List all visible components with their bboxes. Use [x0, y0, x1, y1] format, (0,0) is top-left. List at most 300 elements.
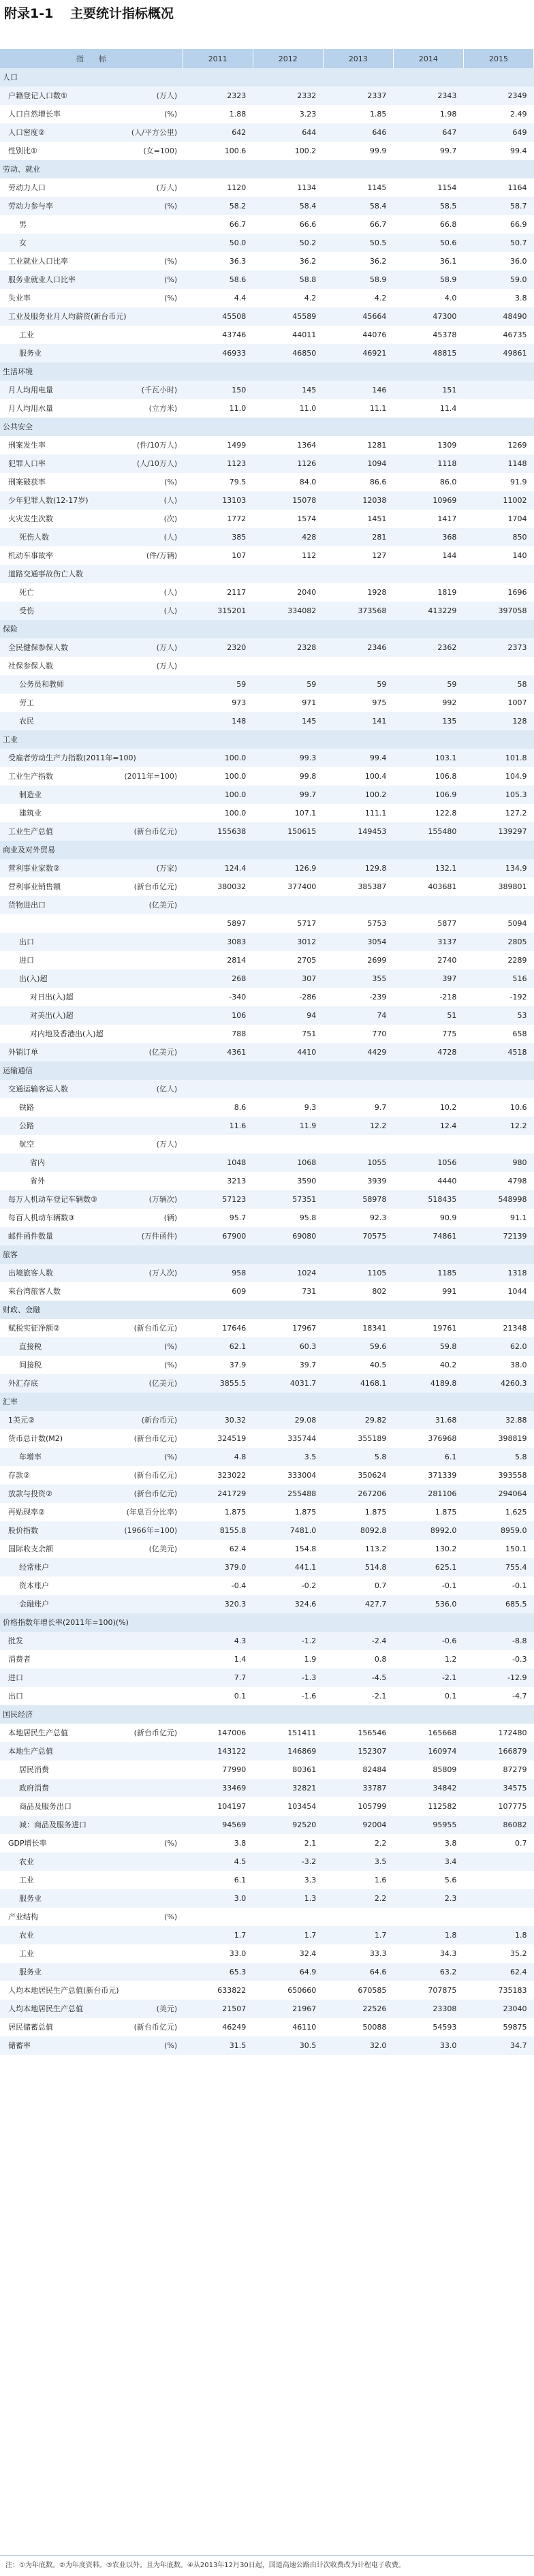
- value-cell: 5.8: [323, 1448, 393, 1466]
- unit-label: (万件函件): [141, 1232, 178, 1241]
- page-title: [0, 0, 534, 30]
- value-cell: 2346: [323, 638, 393, 657]
- indicator-label: 工业生产总值: [8, 827, 53, 836]
- unit-label: (千瓦小时): [141, 386, 178, 394]
- indicator-label: 1美元②: [8, 1416, 35, 1425]
- value-cell: 43746: [183, 326, 253, 344]
- value-cell: 33.3: [323, 1944, 393, 1963]
- value-cell: 2805: [463, 933, 533, 951]
- indicator-cell: [0, 1337, 183, 1356]
- value-cell: 59: [393, 675, 463, 694]
- value-cell: 11.0: [183, 399, 253, 418]
- section-header-row: [0, 1393, 534, 1411]
- value-cell: 57351: [253, 1190, 323, 1209]
- value-cell: 324519: [183, 1429, 253, 1448]
- value-cell: 1044: [463, 1282, 533, 1301]
- value-cell: 32.88: [463, 1411, 533, 1429]
- value-cell: 5897: [183, 914, 253, 933]
- value-cell: 11.9: [253, 1117, 323, 1135]
- indicator-label: 国际收支余额: [8, 1545, 53, 1553]
- indicator-label: 火灾发生次数: [8, 514, 53, 523]
- value-cell: 165668: [393, 1724, 463, 1742]
- value-cell: 2.1: [253, 1834, 323, 1852]
- value-cell: -1.2: [253, 1632, 323, 1650]
- value-cell: 94: [253, 1006, 323, 1025]
- value-cell: [323, 565, 393, 583]
- value-cell: 101.8: [463, 749, 533, 767]
- table-header-row: [0, 49, 534, 68]
- value-cell: [393, 1135, 463, 1153]
- indicator-cell: [0, 454, 183, 473]
- indicator-cell: [0, 546, 183, 565]
- value-cell: 106.9: [393, 786, 463, 804]
- indicator-label: 公路: [19, 1121, 34, 1130]
- value-cell: 333004: [253, 1466, 323, 1485]
- indicator-label: 人口自然增长率: [8, 110, 61, 119]
- value-cell: 46921: [323, 344, 393, 362]
- value-cell: 36.3: [183, 252, 253, 270]
- table-row: [0, 215, 534, 234]
- section-label: 汇率: [0, 1393, 534, 1411]
- value-cell: 44076: [323, 326, 393, 344]
- indicator-cell: [0, 1117, 183, 1135]
- value-cell: 2.2: [323, 1834, 393, 1852]
- value-cell: 3213: [183, 1172, 253, 1190]
- value-cell: 2705: [253, 951, 323, 969]
- table-row: [0, 454, 534, 473]
- value-cell: 0.7: [463, 1834, 533, 1852]
- value-cell: 100.0: [183, 786, 253, 804]
- value-cell: -340: [183, 988, 253, 1006]
- indicator-cell: [0, 142, 183, 160]
- value-cell: 85809: [393, 1760, 463, 1779]
- value-cell: 1499: [183, 436, 253, 454]
- unit-label: (亿美元): [148, 1379, 178, 1388]
- value-cell: 2343: [393, 87, 463, 105]
- value-cell: 48815: [393, 344, 463, 362]
- value-cell: 132.1: [393, 859, 463, 878]
- table-row: [0, 105, 534, 123]
- value-cell: 60.3: [253, 1337, 323, 1356]
- indicator-label: 居民储蓄总值: [8, 2023, 53, 2032]
- table-row: [0, 270, 534, 289]
- value-cell: 122.8: [393, 804, 463, 822]
- indicator-cell: [0, 473, 183, 491]
- indicator-cell: [0, 951, 183, 969]
- value-cell: 3012: [253, 933, 323, 951]
- value-cell: [463, 381, 533, 399]
- table-row: [0, 1466, 534, 1485]
- value-cell: 2.2: [323, 1889, 393, 1908]
- table-row: [0, 491, 534, 510]
- indicator-cell: [0, 1687, 183, 1705]
- table-row: [0, 583, 534, 602]
- table-row: [0, 638, 534, 657]
- indicator-cell: [0, 1889, 183, 1908]
- unit-label: (%): [164, 1453, 178, 1461]
- section-label: 劳动、就业: [0, 160, 534, 179]
- value-cell: 70575: [323, 1227, 393, 1245]
- unit-label: (亿美元): [148, 1545, 178, 1553]
- indicator-label: 人口密度②: [8, 128, 45, 137]
- indicator-label: 再贴现率②: [8, 1508, 45, 1517]
- value-cell: 50.2: [253, 234, 323, 252]
- indicator-cell: [0, 1190, 183, 1209]
- value-cell: 91.9: [463, 473, 533, 491]
- value-cell: 23040: [463, 2000, 533, 2018]
- value-cell: 6.1: [183, 1871, 253, 1889]
- value-cell: 255488: [253, 1485, 323, 1503]
- value-cell: 100.0: [183, 749, 253, 767]
- value-cell: 106: [183, 1006, 253, 1025]
- indicator-label: 货物进出口: [8, 901, 46, 910]
- value-cell: 95955: [393, 1816, 463, 1834]
- indicator-label: 政府消费: [19, 1784, 49, 1793]
- section-label: 工业: [0, 730, 534, 749]
- value-cell: 350624: [323, 1466, 393, 1485]
- value-cell: 135: [393, 712, 463, 730]
- value-cell: 35.2: [463, 1944, 533, 1963]
- value-cell: 150615: [253, 822, 323, 841]
- value-cell: 1417: [393, 510, 463, 528]
- value-cell: [323, 1908, 393, 1926]
- table-row: [0, 712, 534, 730]
- indicator-label: 刑案破获率: [8, 478, 46, 486]
- value-cell: 1704: [463, 510, 533, 528]
- value-cell: 1.98: [393, 105, 463, 123]
- table-row: [0, 381, 534, 399]
- table-row: [0, 1448, 534, 1466]
- indicator-cell: [0, 234, 183, 252]
- table-row: [0, 2036, 534, 2055]
- value-cell: 106.8: [393, 767, 463, 786]
- value-cell: -218: [393, 988, 463, 1006]
- value-cell: 32821: [253, 1779, 323, 1797]
- value-cell: 86082: [463, 1816, 533, 1834]
- section-label: 商业及对外贸易: [0, 841, 534, 859]
- value-cell: 36.0: [463, 252, 533, 270]
- section-label: 人口: [0, 68, 534, 87]
- value-cell: -0.2: [253, 1577, 323, 1595]
- table-row: [0, 1172, 534, 1190]
- value-cell: 11.6: [183, 1117, 253, 1135]
- table-row: [0, 179, 534, 197]
- value-cell: 6.1: [393, 1448, 463, 1466]
- indicator-cell: [0, 2000, 183, 2018]
- section-label: 公共安全: [0, 418, 534, 436]
- value-cell: 21967: [253, 2000, 323, 2018]
- indicator-label: 工业: [19, 1876, 34, 1884]
- value-cell: 46249: [183, 2018, 253, 2036]
- value-cell: 10.6: [463, 1098, 533, 1117]
- value-cell: 518435: [393, 1190, 463, 1209]
- value-cell: 1269: [463, 436, 533, 454]
- value-cell: 1.3: [253, 1889, 323, 1908]
- indicator-cell: [0, 1797, 183, 1816]
- value-cell: 46735: [463, 326, 533, 344]
- indicator-cell: [0, 1669, 183, 1687]
- table-row: [0, 1209, 534, 1227]
- value-cell: 379.0: [183, 1558, 253, 1577]
- table-row: [0, 767, 534, 786]
- value-cell: -0.3: [463, 1650, 533, 1669]
- value-cell: 315201: [183, 602, 253, 620]
- indicator-cell: [0, 1558, 183, 1577]
- value-cell: 105.3: [463, 786, 533, 804]
- value-cell: 57123: [183, 1190, 253, 1209]
- value-cell: 45378: [393, 326, 463, 344]
- value-cell: 1.8: [393, 1926, 463, 1944]
- table-row: [0, 1337, 534, 1356]
- value-cell: 3.4: [393, 1852, 463, 1871]
- indicator-cell: [0, 1981, 183, 2000]
- value-cell: 8992.0: [393, 1521, 463, 1540]
- indicator-label: 储蓄率: [8, 2041, 31, 2050]
- indicator-label: 道路交通事故伤亡人数: [8, 570, 83, 578]
- indicator-cell: [0, 1135, 183, 1153]
- value-cell: 127: [323, 546, 393, 565]
- value-cell: 50.7: [463, 234, 533, 252]
- table-row: [0, 436, 534, 454]
- section-header-row: [0, 362, 534, 381]
- indicator-label: 间接税: [19, 1361, 42, 1369]
- value-cell: 95.8: [253, 1209, 323, 1227]
- indicator-label: 男: [19, 220, 27, 229]
- header-year: 2012: [253, 49, 323, 68]
- indicator-cell: [0, 252, 183, 270]
- value-cell: [463, 1080, 533, 1098]
- indicator-cell: [0, 602, 183, 620]
- value-cell: 84.0: [253, 473, 323, 491]
- value-cell: 1.625: [463, 1503, 533, 1521]
- value-cell: 148: [183, 712, 253, 730]
- value-cell: 3.3: [253, 1871, 323, 1889]
- indicator-cell: [0, 1485, 183, 1503]
- unit-label: (万家): [156, 864, 178, 873]
- value-cell: [253, 1135, 323, 1153]
- indicator-cell: [0, 1834, 183, 1852]
- table-row: [0, 234, 534, 252]
- value-cell: 5094: [463, 914, 533, 933]
- value-cell: 87279: [463, 1760, 533, 1779]
- value-cell: 50088: [323, 2018, 393, 2036]
- indicator-label: 年增率: [19, 1453, 42, 1461]
- indicator-cell: [0, 1963, 183, 1981]
- table-row: [0, 1687, 534, 1705]
- value-cell: 4031.7: [253, 1374, 323, 1393]
- indicator-label: 女: [19, 238, 27, 247]
- value-cell: [323, 1135, 393, 1153]
- indicator-label: 劳动力参与率: [8, 202, 53, 211]
- table-row: [0, 1724, 534, 1742]
- value-cell: 4.0: [393, 289, 463, 307]
- value-cell: 46850: [253, 344, 323, 362]
- indicator-label: 金融账户: [19, 1600, 49, 1609]
- indicator-cell: [0, 1540, 183, 1558]
- table-row: [0, 1264, 534, 1282]
- value-cell: 150: [183, 381, 253, 399]
- indicator-label: 外销订单: [8, 1048, 38, 1057]
- indicator-cell: [0, 1760, 183, 1779]
- value-cell: 1281: [323, 436, 393, 454]
- value-cell: 398819: [463, 1429, 533, 1448]
- indicator-label: 邮件函件数量: [8, 1232, 53, 1241]
- unit-label: (万人): [156, 1140, 178, 1149]
- table-row: [0, 87, 534, 105]
- value-cell: 1148: [463, 454, 533, 473]
- value-cell: 385: [183, 528, 253, 546]
- unit-label: (新台币亿元): [134, 1489, 178, 1498]
- value-cell: 8155.8: [183, 1521, 253, 1540]
- indicator-cell: [0, 1908, 183, 1926]
- indicator-cell: [0, 969, 183, 988]
- value-cell: 377400: [253, 878, 323, 896]
- value-cell: [183, 896, 253, 914]
- section-label: 运输通信: [0, 1061, 534, 1080]
- table-row: [0, 749, 534, 767]
- value-cell: 146: [323, 381, 393, 399]
- header-year: 2013: [323, 49, 393, 68]
- value-cell: 100.2: [253, 142, 323, 160]
- value-cell: 368: [393, 528, 463, 546]
- indicator-cell: [0, 1779, 183, 1797]
- value-cell: 150.1: [463, 1540, 533, 1558]
- indicator-label: 公务员和教师: [19, 680, 64, 689]
- table-row: [0, 694, 534, 712]
- value-cell: 100.0: [183, 767, 253, 786]
- value-cell: 49861: [463, 344, 533, 362]
- value-cell: 100.6: [183, 142, 253, 160]
- indicator-label: 受伤: [19, 606, 34, 615]
- indicator-cell: [0, 859, 183, 878]
- indicator-label: 人均本地居民生产总值(新台币元): [8, 1986, 119, 1995]
- table-row: [0, 675, 534, 694]
- value-cell: 53: [463, 1006, 533, 1025]
- value-cell: 1055: [323, 1153, 393, 1172]
- value-cell: 5877: [393, 914, 463, 933]
- header-year: 2014: [393, 49, 463, 68]
- indicator-cell: [0, 270, 183, 289]
- indicator-cell: [0, 896, 183, 914]
- value-cell: 427.7: [323, 1595, 393, 1613]
- indicator-cell: [0, 712, 183, 730]
- indicator-cell: [0, 2036, 183, 2055]
- value-cell: [253, 565, 323, 583]
- value-cell: 413229: [393, 602, 463, 620]
- value-cell: 36.1: [393, 252, 463, 270]
- value-cell: [253, 896, 323, 914]
- value-cell: 307: [253, 969, 323, 988]
- indicator-label: 失业率: [8, 294, 31, 302]
- unit-label: (%): [164, 257, 178, 266]
- value-cell: 1126: [253, 454, 323, 473]
- value-cell: 51: [393, 1006, 463, 1025]
- value-cell: 1.7: [183, 1926, 253, 1944]
- indicator-cell: [0, 1724, 183, 1742]
- indicator-cell: [0, 381, 183, 399]
- value-cell: 107775: [463, 1797, 533, 1816]
- section-label: 生活环境: [0, 362, 534, 381]
- value-cell: 62.1: [183, 1337, 253, 1356]
- value-cell: 650660: [253, 1981, 323, 2000]
- value-cell: 4.2: [253, 289, 323, 307]
- value-cell: 958: [183, 1264, 253, 1282]
- indicator-cell: [0, 1006, 183, 1025]
- indicator-label: 进口: [19, 956, 34, 965]
- value-cell: 99.7: [393, 142, 463, 160]
- indicator-cell: [0, 344, 183, 362]
- value-cell: 100.4: [323, 767, 393, 786]
- section-label: 国民经济: [0, 1705, 534, 1724]
- value-cell: 59: [253, 675, 323, 694]
- table-row: [0, 878, 534, 896]
- value-cell: 1.875: [323, 1503, 393, 1521]
- table-row: [0, 1944, 534, 1963]
- value-cell: 3855.5: [183, 1374, 253, 1393]
- indicator-cell: [0, 105, 183, 123]
- unit-label: (次): [163, 514, 178, 523]
- value-cell: 281106: [393, 1485, 463, 1503]
- value-cell: 77990: [183, 1760, 253, 1779]
- value-cell: 151: [393, 381, 463, 399]
- unit-label: (辆): [163, 1213, 178, 1222]
- value-cell: 74861: [393, 1227, 463, 1245]
- value-cell: 166879: [463, 1742, 533, 1760]
- value-cell: 32.0: [323, 2036, 393, 2055]
- indicator-label: 减：商品及服务进口: [19, 1820, 87, 1829]
- unit-label: (人/10万人): [136, 459, 178, 468]
- value-cell: 143122: [183, 1742, 253, 1760]
- value-cell: [463, 565, 533, 583]
- indicator-label: 农业: [19, 1931, 34, 1940]
- value-cell: 1318: [463, 1264, 533, 1282]
- value-cell: 58: [463, 675, 533, 694]
- table-row: [0, 326, 534, 344]
- value-cell: 1.875: [183, 1503, 253, 1521]
- value-cell: 139297: [463, 822, 533, 841]
- value-cell: 62.0: [463, 1337, 533, 1356]
- table-body: [0, 68, 534, 2055]
- value-cell: 1.2: [393, 1650, 463, 1669]
- unit-label: (新台币亿元): [134, 882, 178, 891]
- value-cell: 34575: [463, 1779, 533, 1797]
- value-cell: 17967: [253, 1319, 323, 1337]
- value-cell: 3.8: [183, 1834, 253, 1852]
- indicator-cell: [0, 1429, 183, 1448]
- value-cell: 514.8: [323, 1558, 393, 1577]
- value-cell: 39.7: [253, 1356, 323, 1374]
- value-cell: -1.6: [253, 1687, 323, 1705]
- value-cell: 31.68: [393, 1411, 463, 1429]
- value-cell: 973: [183, 694, 253, 712]
- indicator-label: 出(入)超: [19, 974, 48, 983]
- indicator-label: 制造业: [19, 790, 42, 799]
- value-cell: 2349: [463, 87, 533, 105]
- value-cell: 59: [183, 675, 253, 694]
- indicator-cell: [0, 326, 183, 344]
- value-cell: 21348: [463, 1319, 533, 1337]
- indicator-cell: [0, 933, 183, 951]
- value-cell: 770: [323, 1025, 393, 1043]
- indicator-cell: [0, 1742, 183, 1760]
- table-row: [0, 528, 534, 546]
- value-cell: 11.0: [253, 399, 323, 418]
- value-cell: 144: [393, 546, 463, 565]
- indicator-cell: [0, 767, 183, 786]
- value-cell: [183, 657, 253, 675]
- value-cell: 751: [253, 1025, 323, 1043]
- indicator-label: 人均本地居民生产总值: [8, 2004, 83, 2013]
